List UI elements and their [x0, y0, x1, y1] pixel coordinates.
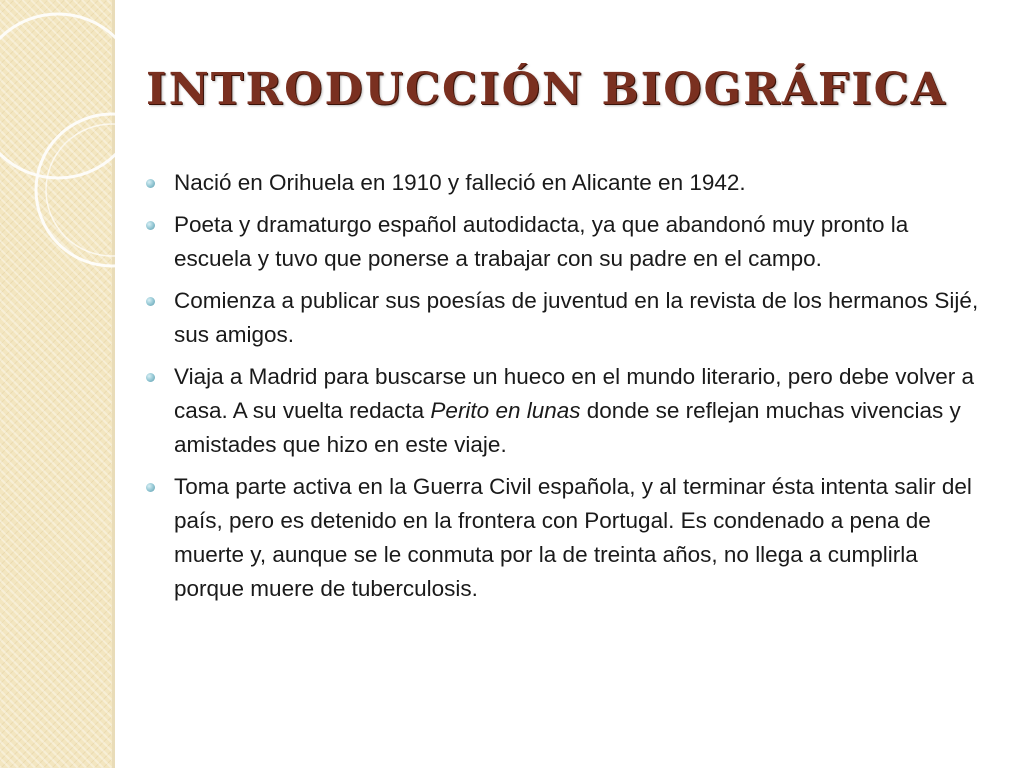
bullet-dot-icon: [146, 483, 155, 492]
bullet-item: [142, 284, 990, 352]
bullet-item: [142, 208, 990, 276]
bullet-dot-icon: [146, 373, 155, 382]
bullet-item: [142, 470, 990, 606]
bullet-dot-icon: [146, 221, 155, 230]
slide-title: INTRODUCCIÓN BIOGRÁFICA: [146, 64, 947, 115]
bullet-item: [142, 360, 990, 462]
bullet-item: [142, 166, 990, 200]
bullet-text: Poeta y dramaturgo español autodidacta, ya que abandonó muy pronto la escuela y tuvo que ponerse a trabajar con su padre en el campo.: [174, 212, 909, 271]
bullet-text: Toma parte activa en la Guerra Civil española, y al terminar ésta intenta salir del país, pero es detenido en la frontera con Portugal. Es condenado a pena de muerte y, aunque se le conmuta por la de treinta años, no llega a cumplirla porque muere de tuberculosis.: [174, 474, 972, 601]
bullet-dot-icon: [146, 179, 155, 188]
decorative-circles: [0, 0, 130, 330]
bullet-text: Nació en Orihuela en 1910 y falleció en Alicante en 1942.: [174, 170, 746, 195]
bullet-text: Comienza a publicar sus poesías de juventud en la revista de los hermanos Sijé, sus amigos.: [174, 288, 979, 347]
book-title-italic: Perito en lunas: [430, 398, 581, 423]
bullet-text-before: Viaja a Madrid para buscarse un hueco en el mundo literario, pero debe volver a casa. A su vuelta redacta: [174, 364, 975, 423]
bullet-text-after: donde se reflejan muchas vivencias y amistades que hizo en este viaje.: [174, 398, 961, 457]
bullet-list: [142, 166, 990, 614]
bullet-dot-icon: [146, 297, 155, 306]
